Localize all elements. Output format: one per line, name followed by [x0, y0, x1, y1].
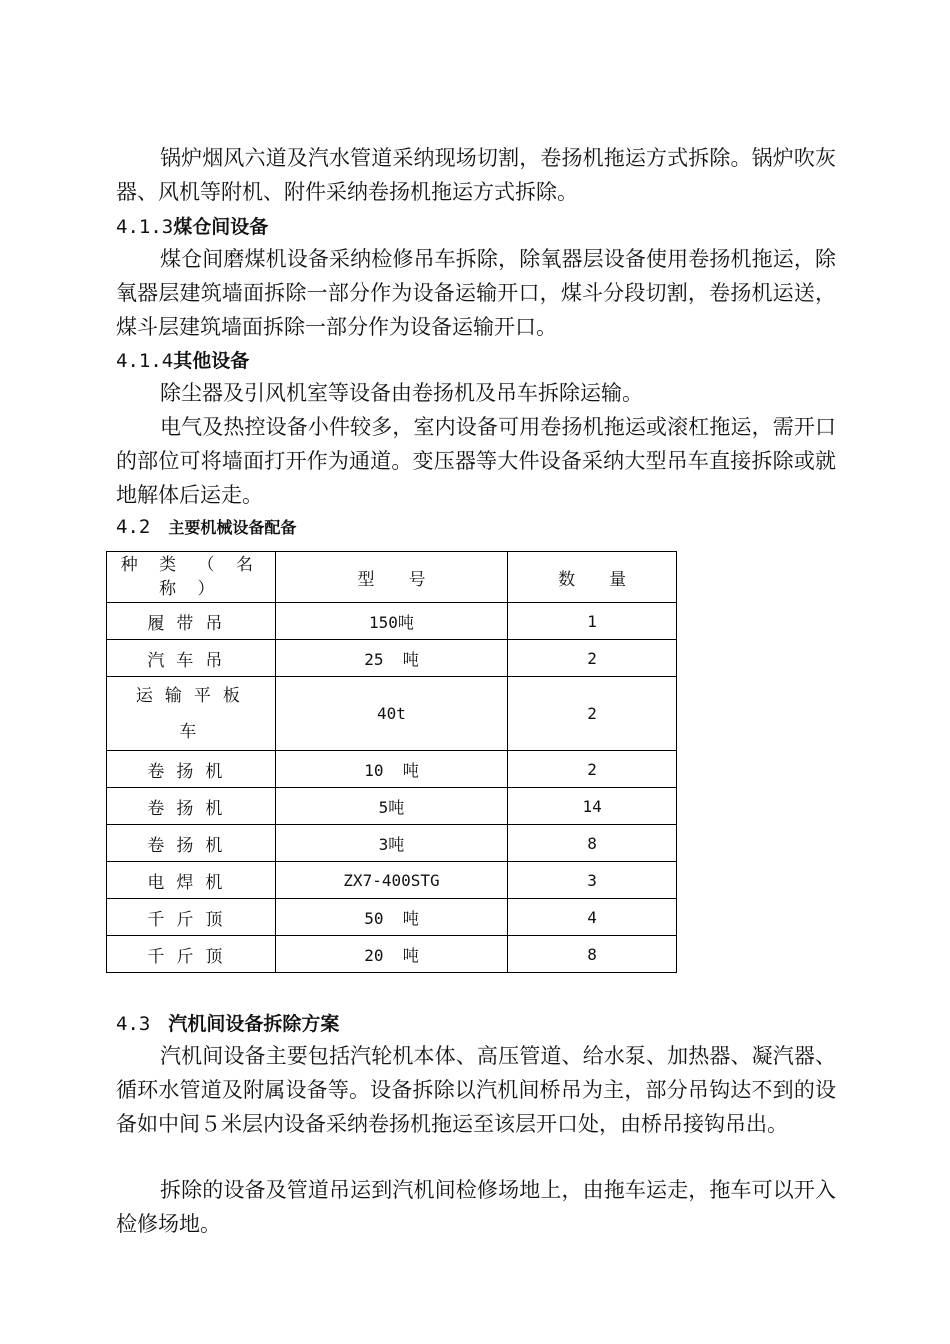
heading-number: 4.1.3 — [116, 216, 174, 238]
equipment-qty-cell: 3 — [508, 862, 677, 899]
paragraph-electrical: 电气及热控设备小件较多，室内设备可用卷扬机拖运或滚杠拖运，需开口的部位可将墙面打开作为通道。变压器等大件设备采纳大型吊车直接拆除或就地解体后运走。 — [116, 415, 836, 507]
equipment-qty-cell: 1 — [508, 603, 677, 640]
equipment-qty-cell: 14 — [508, 788, 677, 825]
equipment-model-cell: 5吨 — [275, 788, 508, 825]
equipment-qty-cell: 2 — [508, 751, 677, 788]
equipment-qty-cell: 2 — [508, 677, 677, 751]
table-header-row — [107, 552, 677, 603]
table-row — [107, 603, 677, 640]
equipment-name-cell: 卷扬机 — [107, 825, 276, 862]
equipment-qty-cell: 2 — [508, 640, 677, 677]
equipment-name-cell: 千斤顶 — [107, 936, 276, 973]
equipment-model-cell: ZX7-400STG — [275, 862, 508, 899]
equipment-model-cell: 40t — [275, 677, 508, 751]
equipment-model-cell: 25 吨 — [275, 640, 508, 677]
table-header-cell: 数 量 — [508, 552, 677, 603]
table-header-cell: 型 号 — [275, 552, 508, 603]
paragraph-transport: 拆除的设备及管道吊运到汽机间检修场地上，由拖车运走，拖车可以开入检修场地。 — [116, 1178, 836, 1236]
table-row — [107, 899, 677, 936]
heading-title: 其他设备 — [173, 350, 250, 372]
heading-title: 主要机械设备配备 — [168, 518, 297, 537]
equipment-model-cell: 20 吨 — [275, 936, 508, 973]
table-row — [107, 677, 677, 751]
paragraph-turbine-hall: 汽机间设备主要包括汽轮机本体、高压管道、给水泵、加热器、凝汽器、循环水管道及附属设备等。设备拆除以汽机间桥吊为主，部分吊钩达不到的设备如中间５米层内设备采纳卷扬机拖运至该层开口处，由桥吊接钩吊出。 — [116, 1044, 836, 1136]
heading-4-1-4 — [116, 346, 249, 373]
table-header-cell: 种 类 （ 名 称 ） — [107, 552, 276, 603]
equipment-model-cell: 3吨 — [275, 825, 508, 862]
equipment-model-cell: 50 吨 — [275, 899, 508, 936]
table-row — [107, 788, 677, 825]
heading-4-2 — [116, 515, 296, 538]
equipment-model-cell: 10 吨 — [275, 751, 508, 788]
heading-title: 煤仓间设备 — [173, 216, 269, 238]
heading-title: 汽机间设备拆除方案 — [168, 1013, 340, 1035]
paragraph-dust-collector: 除尘器及引风机室等设备由卷扬机及吊车拆除运输。 — [160, 381, 643, 405]
equipment-qty-cell: 8 — [508, 936, 677, 973]
equipment-model-cell: 150吨 — [275, 603, 508, 640]
heading-number: 4.2 — [116, 516, 151, 538]
table-row — [107, 936, 677, 973]
heading-4-1-3 — [116, 212, 268, 239]
equipment-qty-cell: 8 — [508, 825, 677, 862]
paragraph-coal-bunker: 煤仓间磨煤机设备采纳检修吊车拆除，除氧器层设备使用卷扬机拖运，除氧器层建筑墙面拆除一部分作为设备运输开口，煤斗分段切割，卷扬机运送，煤斗层建筑墙面拆除一部分作为设备运输开口。 — [116, 247, 836, 339]
equipment-name-cell: 千斤顶 — [107, 899, 276, 936]
equipment-qty-cell: 4 — [508, 899, 677, 936]
heading-4-3 — [116, 1009, 339, 1036]
equipment-name-cell: 卷扬机 — [107, 788, 276, 825]
equipment-table — [106, 551, 677, 973]
heading-number: 4.1.4 — [116, 350, 174, 372]
table-row — [107, 640, 677, 677]
heading-number: 4.3 — [116, 1013, 151, 1035]
table-row — [107, 825, 677, 862]
equipment-name-cell: 电焊机 — [107, 862, 276, 899]
equipment-name-cell: 履带吊 — [107, 603, 276, 640]
table-row — [107, 862, 677, 899]
paragraph-boiler-ducts: 锅炉烟风六道及汽水管道采纳现场切割，卷扬机拖运方式拆除。锅炉吹灰器、风机等附机、附件采纳卷扬机拖运方式拆除。 — [116, 146, 836, 204]
table-row — [107, 751, 677, 788]
equipment-name-cell: 汽车吊 — [107, 640, 276, 677]
equipment-name-cell: 卷扬机 — [107, 751, 276, 788]
equipment-name-cell: 运输平板车 — [107, 677, 276, 751]
